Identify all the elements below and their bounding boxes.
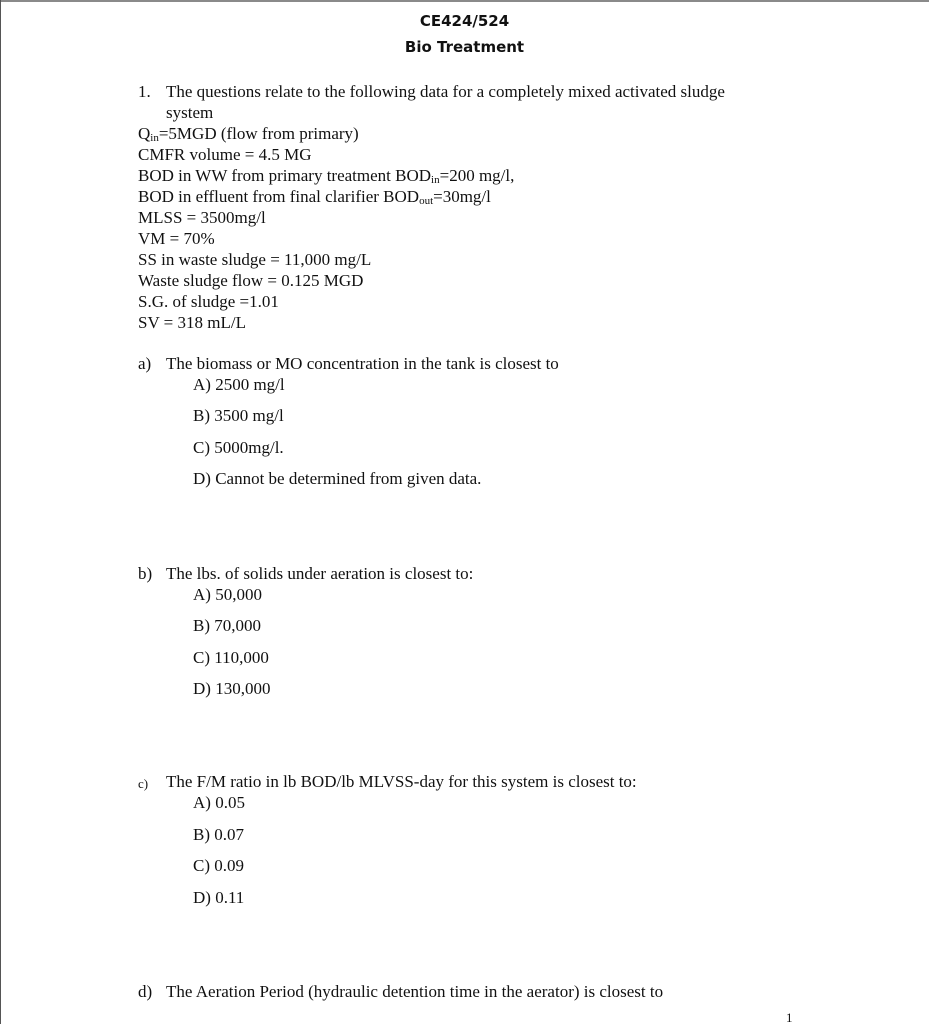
data-item-sv: SV = 318 mL/L (138, 313, 246, 332)
data-item-vm: VM = 70% (138, 229, 215, 248)
part-c-option-b: B) 0.07 (193, 825, 244, 844)
data-item-ss-waste: SS in waste sludge = 11,000 mg/L (138, 250, 372, 269)
part-b-prompt: The lbs. of solids under aeration is closest to: (166, 564, 474, 583)
part-c-label: c) (138, 776, 149, 791)
part-b-option-a: A) 50,000 (193, 585, 262, 604)
part-a-prompt: The biomass or MO concentration in the tank is closest to (166, 354, 559, 373)
part-b-label: b) (138, 564, 153, 583)
page-title: Bio Treatment (404, 38, 525, 56)
part-a-option-d: D) Cannot be determined from given data. (193, 469, 482, 488)
part-d-prompt: The Aeration Period (hydraulic detention time in the aerator) is closest to (166, 982, 664, 1001)
part-a-option-c: C) 5000mg/l. (193, 438, 284, 457)
data-item-waste-flow: Waste sludge flow = 0.125 MGD (138, 271, 364, 290)
question-intro-line-1: The questions relate to the following data for a completely mixed activated sludge (166, 82, 725, 101)
part-a-label: a) (138, 354, 152, 373)
data-item-flow: $Q_{in}=5MGD$ (flow from primary) (138, 124, 359, 144)
page-left-border (0, 0, 1, 1024)
page-top-border (0, 0, 929, 2)
part-c-prompt: The F/M ratio in lb BOD/lb MLVSS-day for this system is closest to: (166, 772, 637, 791)
data-item-bod-out: BOD in effluent from final clarifier $BOD_{out}=30mg/l$ (138, 187, 491, 207)
data-item-mlss: MLSS = 3500mg/l (138, 208, 266, 227)
part-b-option-d: D) 130,000 (193, 679, 271, 698)
part-b-option-b: B) 70,000 (193, 616, 261, 635)
part-c-option-a: A) 0.05 (193, 793, 245, 812)
data-item-bod-in: BOD in WW from primary treatment $BOD_{in}=200$ mg/l, (138, 166, 515, 186)
part-c-option-c: C) 0.09 (193, 856, 244, 875)
question-number: 1. (138, 82, 151, 101)
part-a-option-a: A) 2500 mg/l (193, 375, 285, 394)
part-a-option-b: B) 3500 mg/l (193, 406, 284, 425)
part-b-option-c: C) 110,000 (193, 648, 269, 667)
part-d-label: d) (138, 982, 153, 1001)
data-item-sg: S.G. of sludge =1.01 (138, 292, 279, 311)
page-number: 1 (786, 1010, 793, 1025)
data-item-volume: CMFR volume = 4.5 MG (138, 145, 312, 164)
part-c-option-d: D) 0.11 (193, 888, 245, 907)
course-code: CE424/524 (419, 12, 510, 30)
question-intro-line-2: system (166, 103, 214, 122)
